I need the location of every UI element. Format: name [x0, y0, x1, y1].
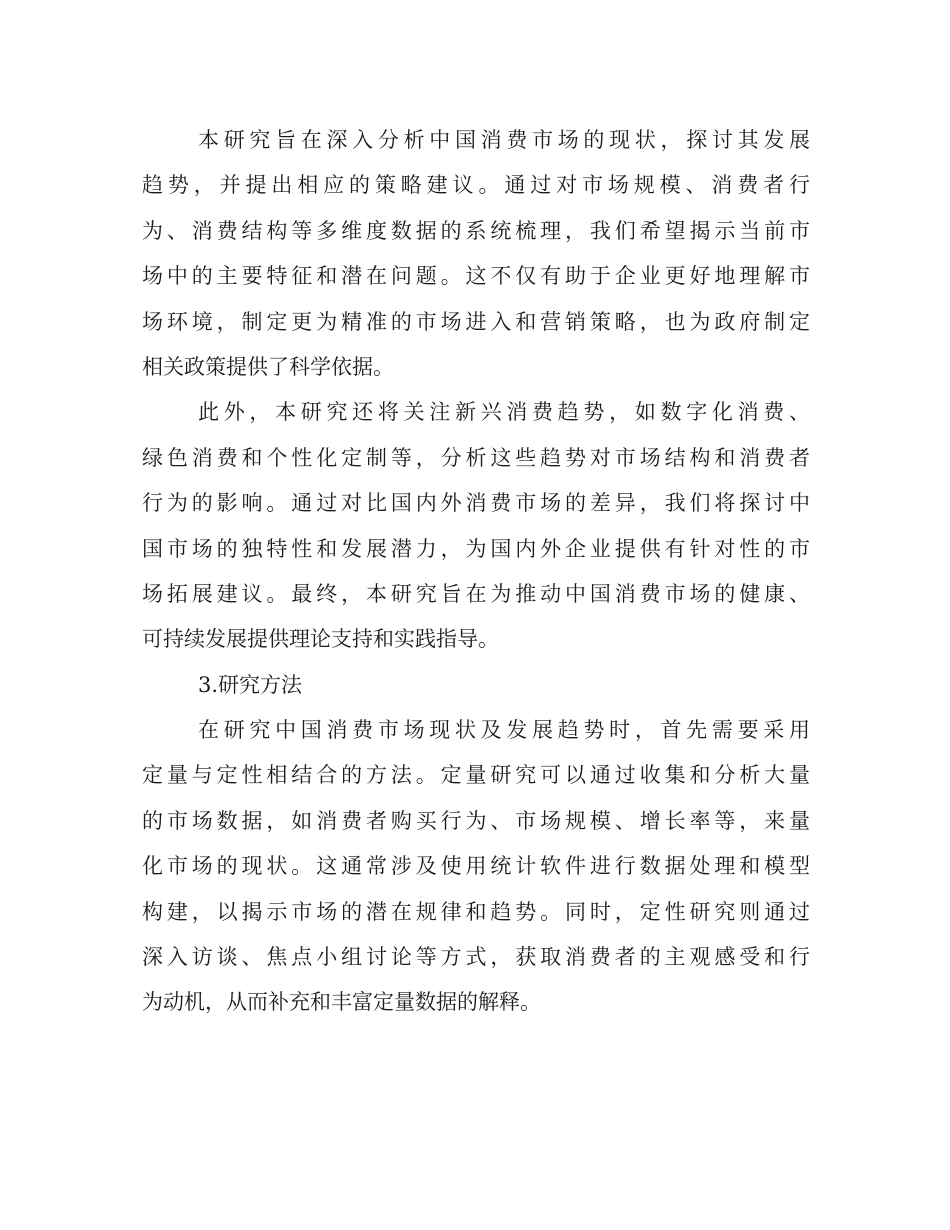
paragraph-line: 为动机，从而补充和丰富定量数据的解释。 [142, 990, 541, 1015]
section-heading: 3.研究方法 [198, 672, 303, 697]
document-body [142, 118, 810, 1026]
paragraph-line: 构建，以揭示市场的潜在规律和趋势。同时，定性研究则通过 [142, 899, 810, 924]
paragraph-line: 可持续发展提供理论支持和实践指导。 [142, 627, 499, 652]
paragraph-line: 定量与定性相结合的方法。定量研究可以通过收集和分析大量 [142, 763, 810, 788]
paragraph-line: 国市场的独特性和发展潜力，为国内外企业提供有针对性的市 [142, 536, 810, 561]
paragraph-line: 相关政策提供了科学依据。 [142, 354, 394, 379]
paragraph-line: 本研究旨在深入分析中国消费市场的现状，探讨其发展 [198, 128, 810, 152]
paragraph-line: 场拓展建议。最终，本研究旨在为推动中国消费市场的健康、 [142, 581, 810, 606]
paragraph-line: 深入访谈、焦点小组讨论等方式，获取消费者的主观感受和行 [142, 945, 810, 970]
paragraph-line: 化市场的现状。这通常涉及使用统计软件进行数据处理和模型 [142, 854, 810, 879]
paragraph-line: 绿色消费和个性化定制等，分析这些趋势对市场结构和消费者 [142, 445, 810, 470]
paragraph-research-purpose [142, 118, 810, 390]
paragraph-line: 趋势，并提出相应的策略建议。通过对市场规模、消费者行 [142, 173, 810, 198]
paragraph-line: 的市场数据，如消费者购买行为、市场规模、增长率等，来量 [142, 808, 810, 833]
paragraph-line: 行为的影响。通过对比国内外消费市场的差异，我们将探讨中 [142, 491, 810, 516]
paragraph-research-method [142, 708, 810, 1026]
paragraph-line: 为、消费结构等多维度数据的系统梳理，我们希望揭示当前市 [142, 218, 810, 243]
paragraph-line: 此外，本研究还将关注新兴消费趋势，如数字化消费、 [198, 400, 810, 425]
paragraph-emerging-trends [142, 390, 810, 662]
paragraph-line: 场环境，制定更为精准的市场进入和营销策略，也为政府制定 [142, 309, 810, 334]
paragraph-line: 在研究中国消费市场现状及发展趋势时，首先需要采用 [198, 718, 810, 743]
paragraph-line: 场中的主要特征和潜在问题。这不仅有助于企业更好地理解市 [142, 264, 810, 289]
